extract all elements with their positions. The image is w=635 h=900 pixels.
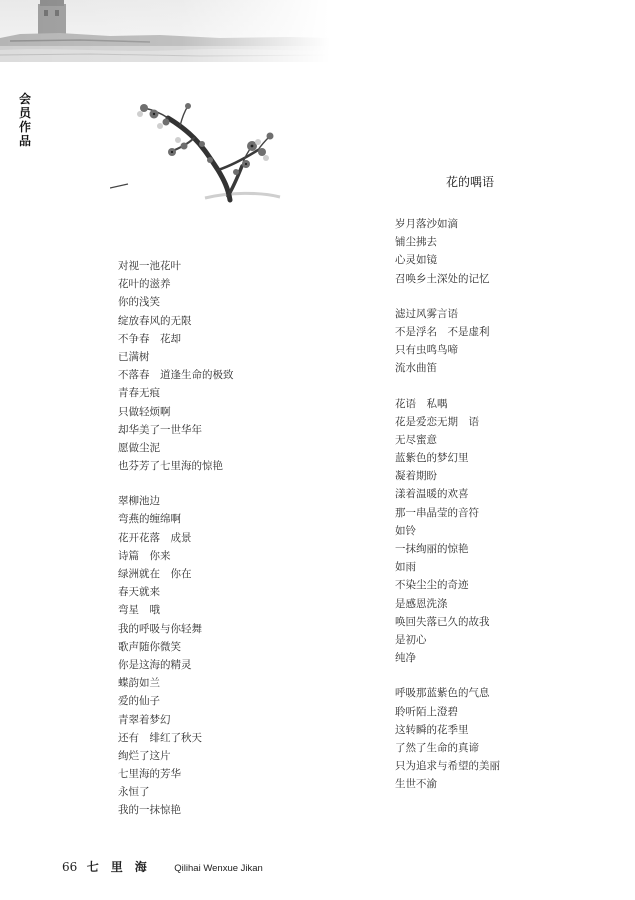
poem-line: 不争春 花却 (118, 332, 181, 345)
poem-line: 凝着期盼 (395, 470, 437, 483)
poem-line: 心灵如镜 (395, 254, 437, 267)
poem-line: 春天就来 (118, 586, 160, 599)
poem-line: 弯燕的缠绵啊 (118, 513, 181, 526)
poem-stanza (395, 684, 500, 793)
poem-line: 只做轻烦啊 (118, 405, 171, 418)
poem-line: 你的浅笑 (118, 296, 160, 309)
poem-line: 青春无痕 (118, 387, 160, 400)
poem-line: 却华美了一世华年 (118, 423, 202, 436)
poem-line: 对视一池花叶 (118, 260, 181, 272)
poem-stanza (118, 492, 234, 819)
poem-line: 不染尘尘的奇迹 (395, 579, 469, 592)
poem-line: 我的一抹惊艳 (118, 804, 181, 817)
header-photo-strip (0, 0, 330, 62)
poem-line: 纯净 (395, 652, 416, 665)
poem-line: 我的呼吸与你轻舞 (118, 622, 202, 635)
poem-line: 翠柳池边 (118, 495, 160, 508)
poem-line: 是初心 (395, 633, 427, 646)
section-label: 会员作品 (19, 92, 32, 148)
poem-stanza (395, 395, 500, 668)
poem-line: 这转瞬的花季里 (395, 723, 469, 736)
poem-line: 你是这海的精灵 (118, 658, 192, 671)
poem-line: 只有虫鸣鸟啼 (395, 344, 458, 357)
magazine-pinyin: Qilihai Wenxue Jikan (174, 863, 263, 874)
poem-line: 了然了生命的真谛 (395, 741, 479, 754)
plum-blossom-illustration (110, 100, 285, 208)
page-number: 66 (62, 860, 78, 874)
poem-line: 诗篇 你来 (118, 549, 171, 562)
magazine-name: 七里海 (86, 860, 159, 874)
poem-line: 漾着温暖的欢喜 (395, 488, 469, 501)
poem-line: 花是爱恋无期 语 (395, 415, 479, 428)
poem-stanza (395, 215, 500, 288)
poem-line: 无尽蜜意 (395, 433, 437, 446)
poem-left-column (118, 257, 234, 820)
poem-line: 七里海的芳华 (118, 768, 181, 781)
poem-line: 愿做尘泥 (118, 441, 160, 454)
poem-line: 是感恩洗涤 (395, 597, 448, 610)
poem-line: 绚烂了这片 (118, 749, 171, 762)
poem-right-column (395, 215, 500, 793)
poem-line: 那一串晶莹的音符 (395, 506, 479, 519)
poem-line: 花叶的滋养 (118, 278, 171, 291)
poem-title: 花的喁语 (446, 175, 495, 189)
poem-line: 蓝紫色的梦幻里 (395, 452, 469, 465)
poem-line: 花开花落 成景 (118, 531, 192, 544)
poem-line: 召唤乡土深处的记忆 (395, 272, 490, 285)
poem-line: 绽放春风的无限 (118, 314, 192, 327)
poem-line: 青翠着梦幻 (118, 713, 171, 726)
poem-line: 不是浮名 不是虚利 (395, 325, 490, 338)
poem-line: 永恒了 (118, 786, 150, 799)
poem-line: 聆听陌上澄碧 (395, 705, 458, 718)
header-landscape-image (0, 0, 330, 62)
poem-line: 一抹绚丽的惊艳 (395, 543, 469, 555)
poem-line: 生世不渝 (395, 778, 437, 791)
poem-line: 也芬芳了七里海的惊艳 (118, 460, 223, 473)
poem-line: 歌声随你微笑 (118, 640, 181, 653)
poem-line: 呼吸那蓝紫色的气息 (395, 687, 490, 700)
poem-line: 已满树 (118, 350, 150, 363)
poem-line: 还有 绯红了秋天 (118, 731, 202, 744)
poem-line: 绿洲就在 你在 (118, 568, 192, 580)
poem-stanza (118, 257, 234, 475)
poem-line: 弯星 哦 (118, 604, 160, 617)
poem-line: 花语 私喁 (395, 397, 448, 410)
poem-stanza (395, 305, 500, 378)
poem-line: 如铃 (395, 524, 416, 537)
plum-blossom-icon (110, 100, 285, 208)
poem-line: 唤回失落已久的故我 (395, 615, 490, 628)
poem-line: 爱的仙子 (118, 695, 160, 708)
poem-line: 不落春 道逢生命的极致 (118, 369, 234, 382)
poem-line: 如雨 (395, 561, 416, 574)
poem-line: 铺尘拂去 (395, 236, 437, 249)
poem-line: 蝶韵如兰 (118, 677, 160, 690)
poem-line: 只为追求与希望的美丽 (395, 760, 500, 773)
page-footer (62, 858, 263, 875)
poem-line: 流水曲笛 (395, 362, 437, 375)
poem-line: 岁月落沙如滴 (395, 218, 458, 230)
poem-line: 滤过风雾言语 (395, 307, 458, 320)
